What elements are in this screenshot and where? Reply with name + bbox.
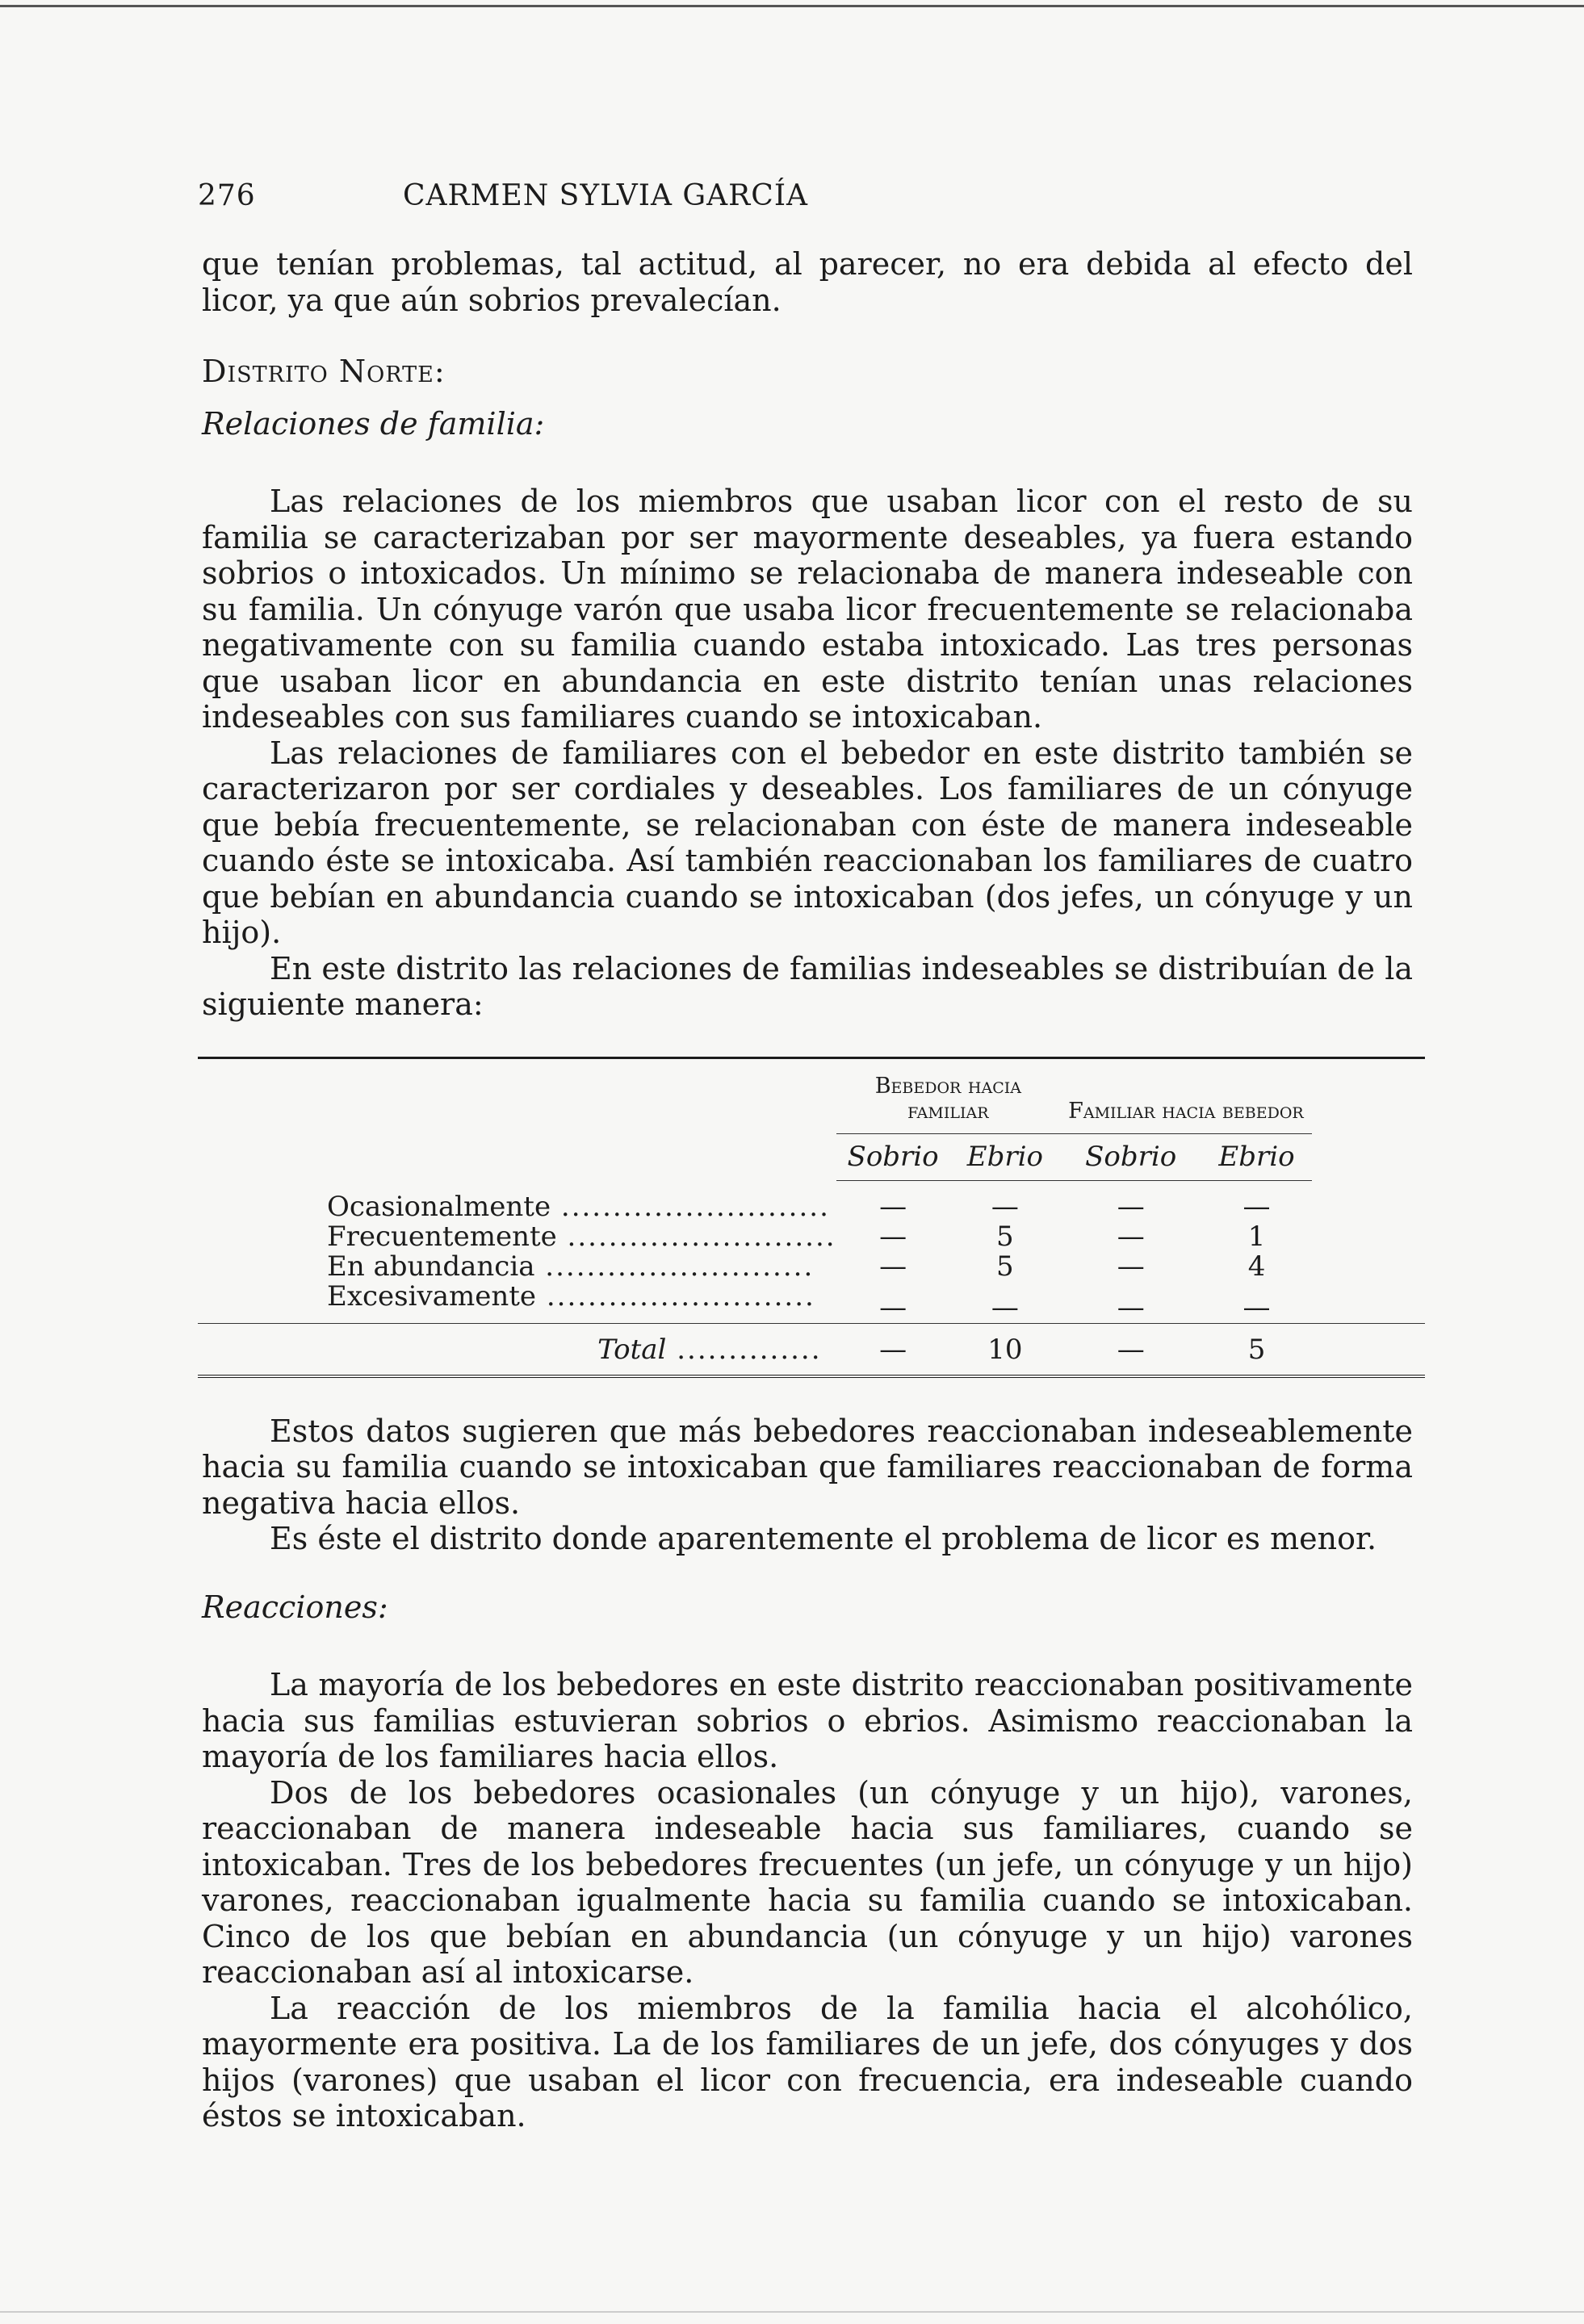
cell: — bbox=[879, 1190, 907, 1223]
row-label: En abundancia bbox=[327, 1251, 535, 1282]
cell: 1 bbox=[1247, 1220, 1266, 1253]
row-label: Frecuentemente bbox=[327, 1221, 557, 1252]
page-body bbox=[202, 246, 1413, 2134]
table-row: Excesivamente .......................... — — — — bbox=[198, 1282, 1425, 1324]
paragraph-reacciones-1: La mayoría de los bebedores en este distrito reaccionaban positivamente hacia sus familias estuvieran sobrios o ebrios. Asimismo reaccionaban la mayoría de los familiares hacia ellos. bbox=[202, 1667, 1413, 1774]
subheading-relaciones: Relaciones de familia: bbox=[202, 405, 545, 442]
paragraph-intro: que tenían problemas, tal actitud, al parecer, no era debida al efecto del licor, ya que aún sobrios prevalecían. bbox=[202, 246, 1413, 318]
cell: — bbox=[1117, 1220, 1145, 1253]
cell: — bbox=[879, 1291, 907, 1324]
row-label: Ocasionalmente bbox=[327, 1190, 551, 1222]
bottom-border bbox=[0, 2311, 1584, 2313]
total-label: Total bbox=[597, 1333, 667, 1366]
cell: 4 bbox=[1247, 1250, 1266, 1283]
page-header bbox=[198, 179, 1417, 220]
paragraph-after-table-2: Es éste el distrito donde aparentemente el problema de licor es menor. bbox=[270, 1521, 1377, 1556]
cell: — bbox=[879, 1250, 907, 1283]
paragraph-relaciones-1: Las relaciones de los miembros que usaban licor con el resto de su familia se caracterizaban por ser mayormente deseables, ya fuera estando sobrios o intoxicados. Un mínimo se relacionaba de manera indeseable con su familia. Un cónyuge varón que usaba licor frecuentemente se relacionaba negativamente con su familia cuando estaba intoxicado. Las tres personas que usaban licor en abundancia en este distrito tenían unas relaciones indeseables con sus familiares cuando se intoxicaban. bbox=[202, 484, 1413, 735]
col-header-sobrio-1: Sobrio bbox=[836, 1133, 950, 1180]
cell: — bbox=[991, 1190, 1019, 1223]
cell: 5 bbox=[996, 1220, 1014, 1253]
cell: — bbox=[879, 1220, 907, 1253]
paragraph-reacciones-2: Dos de los bebedores ocasionales (un cónyuge y un hijo), varones, reaccionaban de manera indeseable hacia sus familiares, cuando se intoxicaban. Tres de los bebedores frecuentes (un jefe, un cónyuge y un hijo) varones, reaccionaban igualmente hacia su familia cuando se intoxicaban. Cinco de los que bebían en abundancia (un cónyuge y un hijo) varones reaccionaban así al intoxicarse. bbox=[202, 1774, 1413, 1990]
total-cell: 5 bbox=[1201, 1323, 1311, 1376]
cell: — bbox=[1242, 1291, 1271, 1324]
table-row: Frecuentemente .......................... — 5 — 1 bbox=[198, 1222, 1425, 1252]
cell: — bbox=[1242, 1190, 1271, 1223]
top-border bbox=[0, 5, 1584, 7]
cell: — bbox=[1117, 1190, 1145, 1223]
table-row: Ocasionalmente .......................... — — — — bbox=[198, 1180, 1425, 1222]
paragraph-reacciones-3: La reacción de los miembros de la familia hacia el alcohólico, mayormente era positiva. La de los familiares de un jefe, dos cónyuges y dos hijos (varones) que usaban el licor con frecuencia, era indeseable cuando éstos se intoxicaban. bbox=[202, 1990, 1413, 2133]
total-cell: — bbox=[1060, 1323, 1201, 1376]
cell: — bbox=[991, 1291, 1019, 1324]
col-header-sobrio-2: Sobrio bbox=[1060, 1133, 1201, 1180]
cell: 5 bbox=[996, 1250, 1014, 1283]
cell: — bbox=[1117, 1250, 1145, 1283]
cell: — bbox=[1117, 1291, 1145, 1324]
running-title: CARMEN SYLVIA GARCÍA bbox=[402, 179, 809, 212]
table-total-row: Total .............. — 10 — 5 bbox=[198, 1323, 1425, 1376]
paragraph-after-table-1: Estos datos sugieren que más bebedores reaccionaban indeseablemente hacia su familia cuando se intoxicaban que familiares reaccionaban de forma negativa hacia ellos. bbox=[202, 1413, 1413, 1521]
table-row: En abundancia .......................... — 5 — 4 bbox=[198, 1252, 1425, 1282]
total-cell: — bbox=[836, 1323, 950, 1376]
subheading-reacciones: Reacciones: bbox=[202, 1589, 388, 1625]
paragraph-relaciones-3: En este distrito las relaciones de familias indeseables se distribuían de la siguiente manera: bbox=[202, 950, 1413, 1022]
row-label: Excesivamente bbox=[327, 1281, 537, 1313]
section-heading: Distrito Norte: bbox=[202, 354, 446, 389]
paragraph-relaciones-2: Las relaciones de familiares con el bebedor en este distrito también se caracterizaron por ser cordiales y deseables. Los familiares de un cónyuge que bebía frecuentemente, se relacionaban con éste de manera indeseable cuando éste se intoxicaba. Así también reaccionaban los familiares de cuatro que bebían en abundancia cuando se intoxicaban (dos jefes, un cónyuge y un hijo). bbox=[202, 735, 1413, 950]
col-header-ebrio-1: Ebrio bbox=[950, 1133, 1060, 1180]
group-header-familiar: Familiar hacia bebedor bbox=[1068, 1098, 1304, 1124]
data-table bbox=[198, 1057, 1425, 1378]
group-header-bebedor: Bebedor hacia familiar bbox=[874, 1073, 1021, 1124]
page-number: 276 bbox=[198, 179, 256, 212]
total-cell: 10 bbox=[950, 1323, 1060, 1376]
col-header-ebrio-2: Ebrio bbox=[1201, 1133, 1311, 1180]
